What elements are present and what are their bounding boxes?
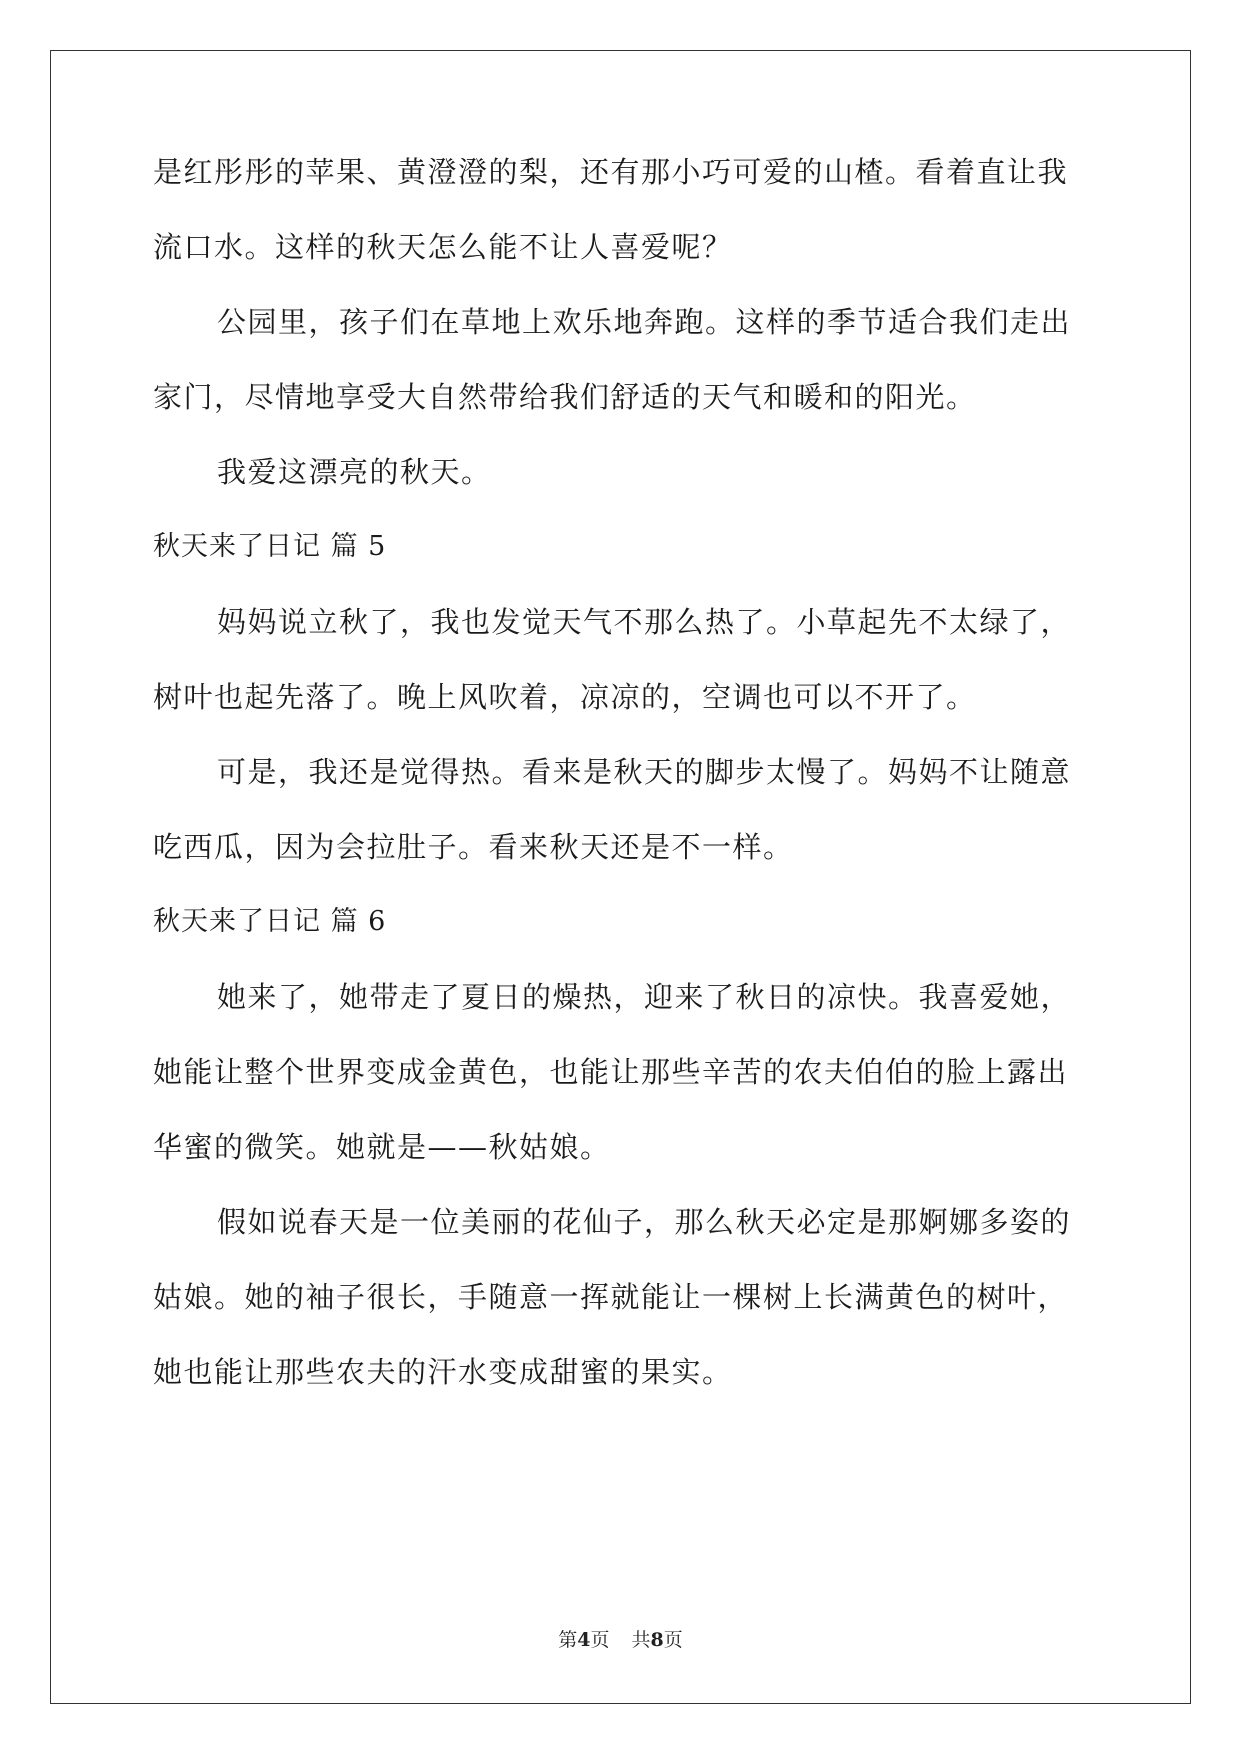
- total-pages: 8: [650, 1629, 664, 1651]
- page-footer: [0, 1628, 1241, 1652]
- paragraph-line: 树叶也起先落了。晚上风吹着，凉凉的，空调也可以不开了。: [153, 680, 977, 714]
- paragraph-line: 妈妈说立秋了，我也发觉天气不那么热了。小草起先不太绿了，: [217, 605, 1072, 639]
- paragraph-line: 家门，尽情地享受大自然带给我们舒适的天气和暖和的阳光。: [153, 380, 977, 414]
- section-heading: 秋天来了日记 篇 6: [153, 906, 387, 937]
- paragraph-line: 假如说春天是一位美丽的花仙子，那么秋天必定是那婀娜多姿的: [217, 1205, 1072, 1239]
- paragraph-line: 姑娘。她的袖子很长，手随意一挥就能让一棵树上长满黄色的树叶，: [153, 1280, 1069, 1314]
- paragraph-line: 是红彤彤的苹果、黄澄澄的梨，还有那小巧可爱的山楂。看着直让我: [153, 155, 1069, 189]
- total-suffix: 页: [663, 1629, 683, 1651]
- page-number: 4: [577, 1629, 591, 1651]
- paragraph-line: 公园里，孩子们在草地上欢乐地奔跑。这样的季节适合我们走出: [217, 305, 1072, 339]
- paragraph-line: 可是，我还是觉得热。看来是秋天的脚步太慢了。妈妈不让随意: [217, 755, 1072, 789]
- page-prefix: 第: [558, 1629, 578, 1651]
- page-suffix: 页: [590, 1629, 610, 1651]
- paragraph-line: 华蜜的微笑。她就是——秋姑娘。: [153, 1130, 611, 1164]
- paragraph-line: 她来了，她带走了夏日的燥热，迎来了秋日的凉快。我喜爱她，: [217, 980, 1072, 1014]
- paragraph-line: 她能让整个世界变成金黄色，也能让那些辛苦的农夫伯伯的脸上露出: [153, 1055, 1069, 1089]
- section-heading: 秋天来了日记 篇 5: [153, 531, 387, 562]
- paragraph-line: 我爱这漂亮的秋天。: [217, 455, 492, 489]
- total-prefix: 共: [631, 1629, 651, 1651]
- paragraph-line: 吃西瓜，因为会拉肚子。看来秋天还是不一样。: [153, 830, 794, 864]
- paragraph-line: 流口水。这样的秋天怎么能不让人喜爱呢？: [153, 230, 733, 264]
- page-frame: [50, 50, 1191, 1704]
- paragraph-line: 她也能让那些农夫的汗水变成甜蜜的果实。: [153, 1355, 733, 1389]
